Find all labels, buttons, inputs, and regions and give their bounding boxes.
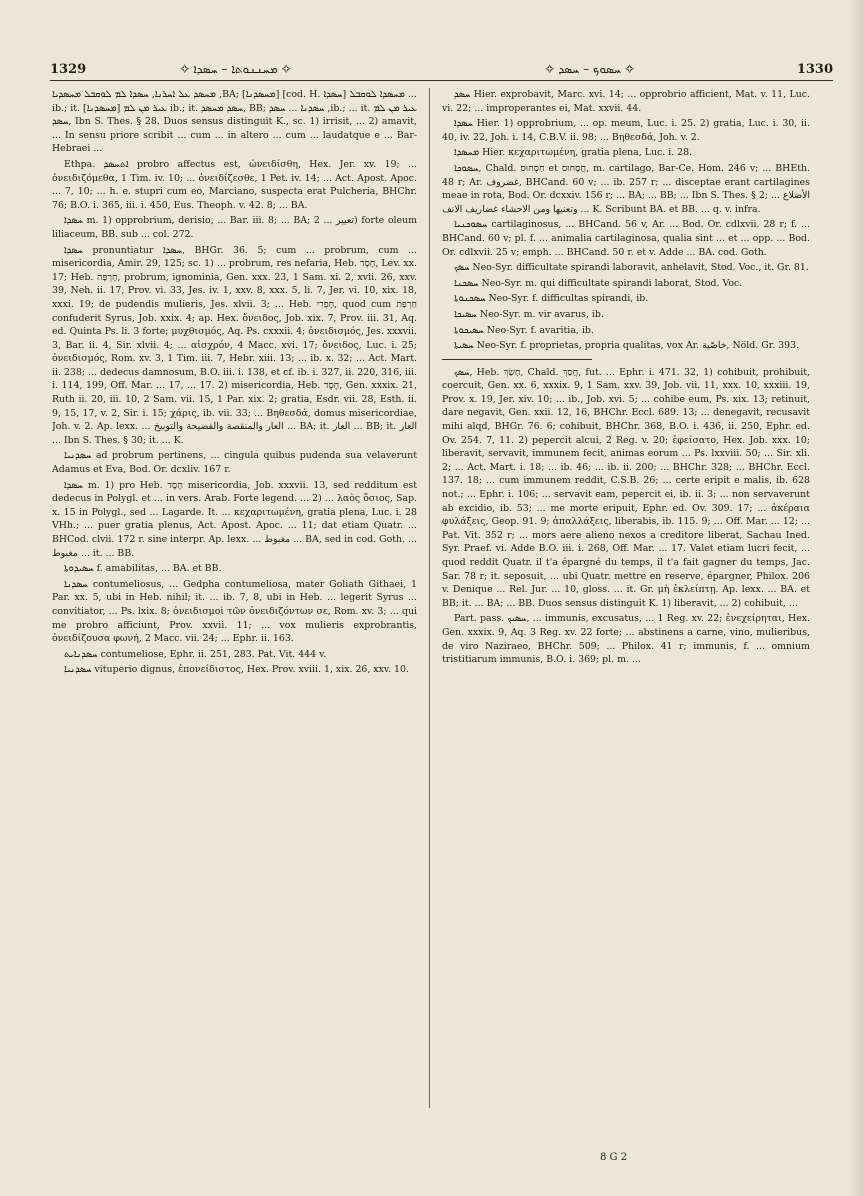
entry: ܡܚܣܕܐ Hier. κεχαριτωμένη, gratia plena, Luc. i. 28. xyxy=(454,147,693,159)
entry: ܡܚܣܕ ܥܠ ܐܚܪܢܐ, ܚܣܕܐ ܠܡ ܠܘܩܒܠ ܡܚܣܕܝܐ ,BA; [ܡܚܣܕܢܐ] [cod. H. ܚܣܕܐ] ܡܚܣܕܐ ܠܘܩܒܠ ... ib.; it. ܥܝܪ ܡܢ ܠܡ [ܡܚܣܕܢܐ] ib.; it. ܚܣܕ ܡܚܣܕ, BB; ܚܣܕܢܐ ... ܚܣܕ ,ib.; ... it. ܥܝܪ ܡܢ ܠܡ ܚܣܕ, Ibn S. Thes. § 28. Duos sensus distinguit K., sc. 1) irrisit, ... 2) amavit, ... In sensu priore scribit ... cum ... in altero ... cum ... laudatque e ... Bar-Hebraei ... xyxy=(52,89,417,155)
right-page-number: 1330 xyxy=(796,62,833,77)
right-running-head: ✧ ܚܣܘܟ – ܚܣܕ ✧ xyxy=(545,62,635,76)
page-header xyxy=(50,58,833,80)
entry: ܚܣܟܢܘܬܐ Neo-Syr. f. difficultas spirandi, ib. xyxy=(454,293,649,305)
entry: Ethpa. ܐܬܚܣܕ probro affectus est, ὠνειδίσθη, Hex. Jer. xv. 19; ... ὀνειδιζόμεθα, 1 Tim. iv. 10; ... ὀνειδίζεσθε, 1 Pet. iv. 14; ... Act. Apost. Apoc. ... 7, 10; ... h. e. stupri cum eo, Marciano, suspecta erat Pulcheria, BHChr. 76; B.O. i. 365, iii. i. 450, Eus. Theoph. v. 42. 8; ... BA. xyxy=(52,158,417,211)
entry: ܚܣܝܕܘܬܐ f. amabilitas, ... BA. et BB. xyxy=(64,563,222,575)
right-column xyxy=(442,88,810,1138)
entry: ܚܣܝܬܐ Neo-Syr. f. proprietas, propria qualitas, vox Ar. خاصّية, Nöld. Gr. 393. xyxy=(454,340,800,352)
left-running-head: ✧ ܡܚܢܢܘܬܐ – ܚܣܕܐ ✧ xyxy=(180,62,292,76)
entry: ܚܣܘܟܐ, Chald. חַסְחוּס et חֲסָחוּס, m. cartilago, Bar-Ce. Hom. 246 v; ... BHEth. 48 r; Ar. غضروف, BHCand. 60 v; ... ib. 257 r; ... disceptae erant cartilagines meae in rota, Bod. Or. dcxxiv. 156 r; ... BA; ... BB; ... Ibn S. Thes. § 2; ... الأضلاع وتعنيها ومن الاحشاء غضاريف الانف ... K. Scribunt BA. et BB. ... q. v. infra. xyxy=(442,162,810,215)
entry: ܚܣܕܐ m. 1) opprobrium, derisio, ... Bar. iii. 8; ... BA; تعيير ... 2) forte oleum liliaceum, BB. sub ... col. 272. xyxy=(52,215,417,240)
entry: ܚܣܝܟܘܬܐ Neo-Syr. f. avaritia, ib. xyxy=(454,324,594,336)
entry: ܚܣܟܢܐ Neo-Syr. m. qui difficultate spirandi laborat, Stod. Voc. xyxy=(454,277,743,289)
entry: ܚܣܕ Hier. exprobavit, Marc. xvi. 14; ... opprobrio afficient, Mat. v. 11, Luc. vi. 22; ... improperantes ei, Mat. xxvii. 44. xyxy=(442,89,810,114)
scan-edge-shadow xyxy=(849,0,863,1196)
entry: ܚܣܕܐ pronuntiatur ܚܣܕܐ, BHGr. 36. 5; cum ... probrum, cum ... misericordia, Amir. 29, 125; sc. 1) ... probrum, res nefaria, Heb. חֶסֶד, Lev. xx. 17; Heb. חֶרְפָּה, probrum, ignominia, Gen. xxx. 23, 1 Sam. xi. 2, xvii. 26, xxv. 39, Neh. ii. 17, Prov. vi. 33, Jes. iv. 1, xxv. 8, xxx. 5, li. 7, Jer. vi. 10, xix. 18, xxxi. 19; de pudendis mulieris, Jes. xlvii. 3; ... Heb. חָפְרִי, quod cum חַרְפַּת confuderit Syrus, Job. xxix. 4; ap. Hex. ὄνειδος, Job. xix. 7, Prov. iii. 31, Aq. ed. Quinta Ps. li. 3 forte; μυχθισμός, Aq. Ps. cxxxii. 4; ὀνειδισμός, Jes. xxxvii. 3, Bar. ii. 4, Sir. xlvii. 4; ... αἰσχρόν, 4 Macc. xvi. 17; ὄνειδος, Luc. i. 25; ὀνειδισμός, Rom. xv. 3, 1 Tim. iii. 7, Hebr. xiii. 13; ... ib. x. 32; ... Act. Mart. ii. 238; ... dedecus damnosum, B.O. iii. i. 138, et cf. ib. i. 327, ii. 220, 316, iii. i. 114, 199, Off. Mar. ... 17, ... 17. 2) misericordia, Heb. חֶסֶד, Gen. xxxix. 21, Ruth ii. 20, iii. 10, 2 Sam. vii. 15, 1 Par. xix. 2; gratia, Esdr. vii. 28, Esth. ii. 9, 15, 17, v. 2, Sir. i. 15; χάρις, ib. vii. 33; ... Βηθεσδά, domus misericordiae, Joh. v. 2. Ap. lexx. ... العار والمنقصة والفضيحة والتوبيخ ... BA; it. العار ... BB; it. العار ... Ibn S. Thes. § 30; it. ... K. xyxy=(52,244,417,446)
entry: ܚܣܕܢܐ contumeliosus, ... Gedpha contumeliosa, mater Goliath Githaei, 1 Par. xx. 5, ubi in Heb. nihil; it. ... ib. 7, 8, ubi in Heb. ... legerit Syrus ... convitiator, ... Ps. lxix. 8; ὀνειδισμοὶ τῶν ὀνειδιζόντων σε, Rom. xv. 3; ... qui me probro afficiunt, Prov. xxvii. 11; ... vox mulieris exprobrantis, ὀνειδίζουσα φωνή, 2 Macc. vii. 24; ... Ephr. ii. 163. xyxy=(52,578,417,645)
entry: ܚܣܟ Neo-Syr. difficultate spirandi laboravit, anhelavit, Stod. Voc., it. Gr. 81. xyxy=(454,262,809,274)
entry: ܚܣܕܢܐܝܬ contumeliose, Ephr. ii. 251, 283. Pat. Vit. 444 v. xyxy=(64,648,327,660)
entry: ܚܣܝܟܐ Neo-Syr. m. vir avarus, ib. xyxy=(454,308,604,320)
entry: ܚܣܕܐ Hier. 1) opprobrium, ... op. meum, Luc. i. 25. 2) gratia, Luc. i. 30, ii. 40, iv. 22, Joh. i. 14, C.B.V. ii. 98; ... Βηθεσδά, Joh. v. 2. xyxy=(442,118,810,143)
entry: ܚܣܟ, Heb. חָשַׂךְ, Chald. חֲסַךְ, fut. ... Ephr. i. 471. 32, 1) cohibuit, prohibuit, coercuit, Gen. xx. 6, xxxix. 9, 1 Sam. xxv. 39, Job. vii. 11, xxx. 10, xxxiii. 19, Prov. x. 19, Jer. xiv. 10; ... ib., Job. xvi. 5; ... cohibe eum, Ps. xix. 13; retinuit, dare negavit, Gen. xxii. 12, 16, BHChr. Eccl. 689. 13; ... denegavit, recusavit mihi alqd, BHGr. 76. 6; cohibuit, BHChr. 368, B.O. i. 436, ii. 250, Ephr. ed. Ov. 254. 7, 11. 2) pepercit alcui, 2 Reg. v. 20; ἐφείσατο, Hex. Job. xxx. 10; liberavit, servavit, immunem fecit, animas eorum ... Ps. lxxviii. 50; ... Sir. xli. 2; ... Act. Mart. i. 18; ... ib. 46; ... ib. ii. 200; ... BHChr. 328; ... BHChr. Eccl. 137. 18; ... cum immunem reddit, C.S.B. 26; ... certe eripit e malis, ib. 628 not.; ... Ephr. i. 106; ... servavit eam, pepercit ei, ib. ii. 3; ... non servaverunt ab excidio, ib. 53; ... me morte eripuit, Ephr. ed. Ov. 309. 17; ... ἀκέραια φυλάξεις, Geop. 91. 9; ἀπαλλάξεις, liberabis, ib. 115. 9; ... Off. Mar. ... 12; ... Pat. Vit. 352 r; ... mors aere alieno nexos a creditore liberat, Sachau Ined. Syr. Praef. vi. Adde B.O. iii. i. 268, Off. Mar. ... 17. Valet etiam lucri fecit, ... quod reddit Quatr. il t'a épargné du temps, il t'a fait gagner du temps, Jac. Sar. 78 r; it. seposuit, ... ubi Quatr. mettre en reserve, épargner, Philox. 206 v. Denique ... Rel. Jur. ... 10, gloss. ... it. Gr. μὴ ἐκλείπτῃ. Ap. lexx. ... BA. et BB; it. ... BA; ... BB. Duos sensus distinguit K. 1) liberavit, ... 2) cohibuit, ... xyxy=(442,366,810,609)
header-rule xyxy=(50,80,833,81)
left-column xyxy=(52,88,417,1138)
signature-mark: 8 G 2 xyxy=(600,1152,628,1163)
entry: ܚܣܕܢܝܐ vituperio dignus, ἐπονείδιστος, Hex. Prov. xviii. 1, xix. 26, xxv. 10. xyxy=(64,664,409,676)
section-separator xyxy=(442,359,592,360)
entry: Part. pass. ܚܣܝܟ, ... immunis, excusatus, ... 1 Reg. xv. 22; ἐνεχείρηται, Hex. Gen. xxxix. 9, Aq. 3 Reg. xv. 22 forte; ... abstinens a carne, vino, mulieribus, de viro Naziraeo, BHChr. 509; ... Philox. 41 r; immunis, f. ... omnium tristitiarum immunis, B.O. i. 369; pl. m. ... xyxy=(442,613,810,666)
entry: ܚܣܕܐ m. 1) pro Heb. חֶסֶד misericordia, Job. xxxvii. 13, sed redditum est dedecus in Polygl. et ... in vers. Arab. Forte legend. ... 2) ... λαὸς ὅσιος, Sap. x. 15 in Polygl., sed ... Lagarde. It. ... κεχαριτωμένη, gratia plena, Luc. i. 28 VHh.; ... puer gratia plenus, Act. Apost. Apoc. ... 11; dat etiam Quatr. ... BHCod. clvii. 172 r. sine interpr. Ap. lexx. ... مغبوط ... BA, sed in cod. Goth. ... مغبوط ... it. ... BB. xyxy=(52,479,417,559)
column-divider xyxy=(429,88,430,1108)
left-page-number: 1329 xyxy=(50,62,87,77)
entry: ܚܣܕܢܝܐ ad probrum pertinens, ... cingula quibus pudenda sua velaverunt Adamus et Eva, Bod. Or. dcxliv. 167 r. xyxy=(52,450,417,476)
entry: ܚܣܘܟܢܝܐ cartilaginosus, ... BHCand. 56 v, Ar. ... Bod. Or. cdlxvii. 28 r; f. ... BHCand. 60 v; pl. f. ... animalia cartilaginosa, qualia sint ... et ... opp. ... Bod. Or. cdlxvii. 25 v; emph. ... BHCand. 50 r. et v. Adde ... BA. cod. Goth. xyxy=(442,219,810,258)
